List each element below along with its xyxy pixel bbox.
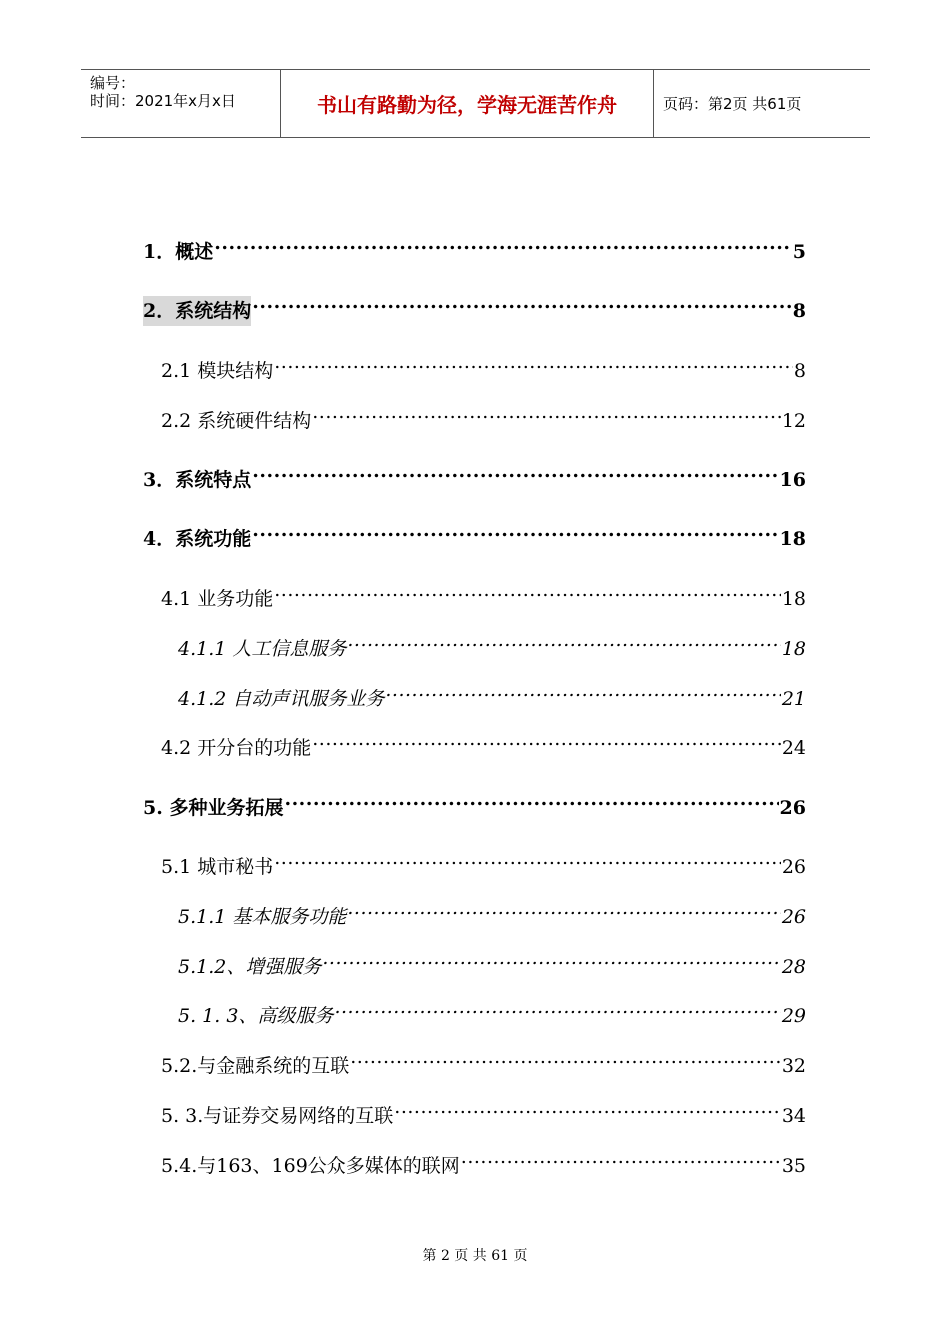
toc-entry-page: 16 (779, 469, 806, 491)
toc-entry-title: 5.1.2、增强服务 (178, 956, 322, 978)
toc-entry-title: 2.1 模块结构 (161, 360, 274, 382)
toc-leader (284, 784, 778, 814)
toc-leader (322, 943, 780, 973)
toc-entry-page: 26 (781, 906, 806, 928)
toc-entry-page: 8 (793, 360, 806, 382)
toc-entry-title: 4.1.2 自动声讯服务业务 (178, 688, 385, 710)
toc-entry-page: 35 (781, 1155, 806, 1177)
toc-entry-page: 21 (781, 688, 806, 710)
toc-leader (347, 893, 780, 923)
toc-entry-page: 8 (792, 300, 806, 322)
toc-entry-title: 5.1.1 基本服务功能 (178, 906, 347, 928)
toc-entry[interactable] (143, 228, 806, 263)
toc-entry[interactable] (178, 992, 806, 1027)
toc-entry-title: 4.1 业务功能 (161, 588, 274, 610)
toc-leader (334, 992, 780, 1022)
toc-entry[interactable] (143, 456, 806, 491)
toc-leader (461, 1142, 781, 1172)
toc-entry-page: 24 (781, 737, 806, 759)
toc-entry-page: 34 (781, 1105, 806, 1127)
toc-entry-title: 3．系统特点 (143, 469, 252, 491)
toc-entry[interactable] (178, 675, 806, 710)
toc-entry-page: 29 (781, 1005, 806, 1027)
toc-entry-page: 28 (781, 956, 806, 978)
toc-entry-title: 5. 多种业务拓展 (143, 797, 284, 819)
toc-entry[interactable] (143, 287, 806, 322)
document-number-label: 编号： (90, 74, 136, 92)
toc-entry-page: 32 (781, 1055, 806, 1077)
toc-entry[interactable] (178, 893, 806, 928)
toc-entry[interactable] (161, 347, 806, 382)
toc-entry-title: 4.2 开分台的功能 (161, 737, 312, 759)
toc-entry-title: 1．概述 (143, 241, 214, 263)
toc-leader (312, 724, 781, 754)
toc-leader (252, 515, 778, 545)
toc-entry-title: 5.4.与163、169公众多媒体的联网 (161, 1155, 460, 1177)
toc-entry[interactable] (143, 515, 806, 550)
toc-leader (252, 287, 792, 317)
toc-entry-title: 4．系统功能 (143, 528, 252, 550)
toc-leader (252, 456, 778, 486)
toc-entry-page: 26 (781, 856, 806, 878)
toc-entry[interactable] (161, 1042, 806, 1077)
header-motto: 书山有路勤为径，学海无涯苦作舟 (317, 93, 617, 117)
toc-entry-title: 5. 1. 3、高级服务 (178, 1005, 334, 1027)
toc-leader (350, 1042, 781, 1072)
toc-entry-title: 5.1 城市秘书 (161, 856, 274, 878)
header-page-info: 页码：第2页 共61页 (663, 95, 802, 113)
toc-entry[interactable] (161, 843, 806, 878)
toc-entry-page: 18 (781, 638, 806, 660)
toc-entry[interactable] (143, 784, 806, 819)
toc-entry[interactable] (161, 1142, 806, 1177)
document-time-label: 时间：2021年x月x日 (90, 92, 236, 110)
toc-entry-title: 2．系统结构 (143, 296, 251, 326)
toc-entry-title: 4.1.1 人工信息服务 (178, 638, 347, 660)
toc-leader (385, 675, 780, 705)
toc-leader (394, 1092, 781, 1122)
toc-entry-title: 5.2.与金融系统的互联 (161, 1055, 350, 1077)
toc-leader (274, 843, 781, 873)
toc-entry-page: 18 (779, 528, 806, 550)
toc-entry[interactable] (178, 625, 806, 660)
toc-entry[interactable] (161, 397, 806, 432)
toc-entry-title: 5. 3.与证券交易网络的互联 (161, 1105, 394, 1127)
toc-entry[interactable] (161, 1092, 806, 1127)
page-footer: 第 2 页 共 61 页 (422, 1248, 528, 1264)
toc-entry[interactable] (161, 724, 806, 759)
toc-entry[interactable] (161, 575, 806, 610)
toc-leader (312, 397, 781, 427)
toc-entry-title: 2.2 系统硬件结构 (161, 410, 312, 432)
toc-leader (347, 625, 780, 655)
toc-entry-page: 18 (781, 588, 806, 610)
toc-entry[interactable] (178, 943, 806, 978)
toc-entry-page: 12 (781, 410, 806, 432)
toc-leader (274, 575, 781, 605)
toc-entry-page: 5 (792, 241, 806, 263)
toc-entry-page: 26 (779, 797, 806, 819)
toc-leader (214, 228, 792, 258)
toc-leader (274, 347, 793, 377)
